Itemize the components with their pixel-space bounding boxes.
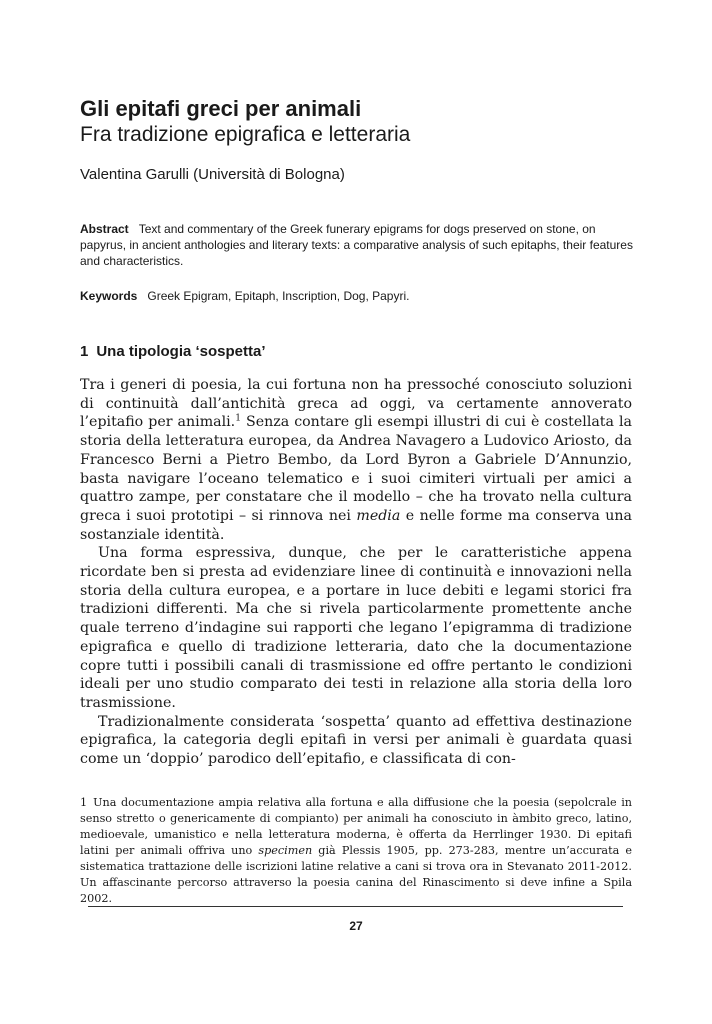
paragraph-1	[80, 376, 632, 544]
article-subtitle: Fra tradizione epigrafica e letteraria	[80, 123, 411, 146]
abstract-block	[80, 221, 635, 269]
keywords-label: Keywords	[80, 289, 138, 303]
paragraph-1-part-c: e nelle forme ma conserva una sostanziale identità.	[80, 507, 632, 543]
abstract-label: Abstract	[80, 222, 129, 236]
body-text	[80, 376, 632, 769]
section-title: Una tipologia ‘sospetta’	[96, 343, 266, 360]
footer-rule	[88, 906, 623, 907]
keywords-text: Greek Epigram, Epitaph, Inscription, Dog, Papyri.	[147, 289, 410, 303]
keywords-block	[80, 288, 635, 304]
footnote-number: 1	[80, 796, 88, 809]
page-number: 27	[349, 919, 363, 933]
article-title: Gli epitafi greci per animali	[80, 96, 362, 121]
paragraph-3: Tradizionalmente considerata ‘sospetta’ quanto ad effettiva destinazione epigrafica, la categoria degli epitafi in versi per animali è guardata quasi come un ‘doppio’ parodico dell’epitafio, e classificata di con-	[80, 713, 632, 768]
paragraph-1-part-b: Senza contare gli esempi illustri di cui è costellata la storia della letteratura europea, da Andrea Navagero a Ludovico Ariosto, da Francesco Berni a Pietro Bembo, da Lord Byron a Gabriele D’Annunzio, basta navigare l’oceano telematico e i suoi cimiteri virtuali per amici a quattro zampe, per constatare che il modello – che ha trovato nella cultura greca i suoi prototipi – si rinnova nei	[80, 414, 633, 524]
paragraph-1-emphasis: media	[356, 507, 401, 524]
paragraph-2: Una forma espressiva, dunque, che per le caratteristiche appena ricordate ben si presta ad evidenziare linee di continuità e innovazioni nella storia della cultura europea, e a portare in luce debiti e legami storici fra tradizioni differenti. Ma che si rivela particolarmente promettente anche quale terreno d’indagine sui rapporti che legano l’epigramma di tradizione epigrafica e quello di tradizione letteraria, dato che la documentazione copre tutti i possibili canali di trasmissione ed offre pertanto le condizioni ideali per uno studio comparato dei testi in relazione alla storia della loro trasmissione.	[80, 545, 632, 711]
author-line: Valentina Garulli (Università di Bologna)	[80, 166, 345, 183]
abstract-text: Text and commentary of the Greek funerary epigrams for dogs preserved on stone, on papyrus, in ancient anthologies and literary texts: a comparative analysis of such epitaphs, their features and characteristics.	[80, 222, 633, 268]
footnote-text-b: già Plessis 1905, pp. 273-283, mentre un’accurata e sistematica trattazione delle iscrizioni latine relative a cani si trova ora in Stevanato 2011-2012. Un affascinante percorso attraverso la poesia canina del Rinascimento si deve infine a Spila 2002.	[80, 844, 632, 905]
section-number: 1	[80, 343, 89, 360]
footnote	[80, 795, 632, 907]
footnote-reference[interactable]: 1	[235, 413, 241, 424]
footnote-emphasis: specimen	[258, 844, 313, 857]
footnote-text-a: Una documentazione ampia relativa alla fortuna e alla diffusione che la poesia (sepolcrale in senso stretto o genericamente di compianto) per animali ha conosciuto in àmbito greco, latino, medioevale, umanistico e nella letteratura moderna, è offerta da Herrlinger 1930. Di epitafi latini per animali offriva uno	[80, 796, 632, 857]
paragraph-1-part-a: Tra i generi di poesia, la cui fortuna non ha pressoché conosciuto soluzioni di continuità dall’antichità greca ad oggi, va certamente annoverato l’epitafio per animali.	[80, 377, 632, 431]
section-heading	[80, 342, 635, 362]
